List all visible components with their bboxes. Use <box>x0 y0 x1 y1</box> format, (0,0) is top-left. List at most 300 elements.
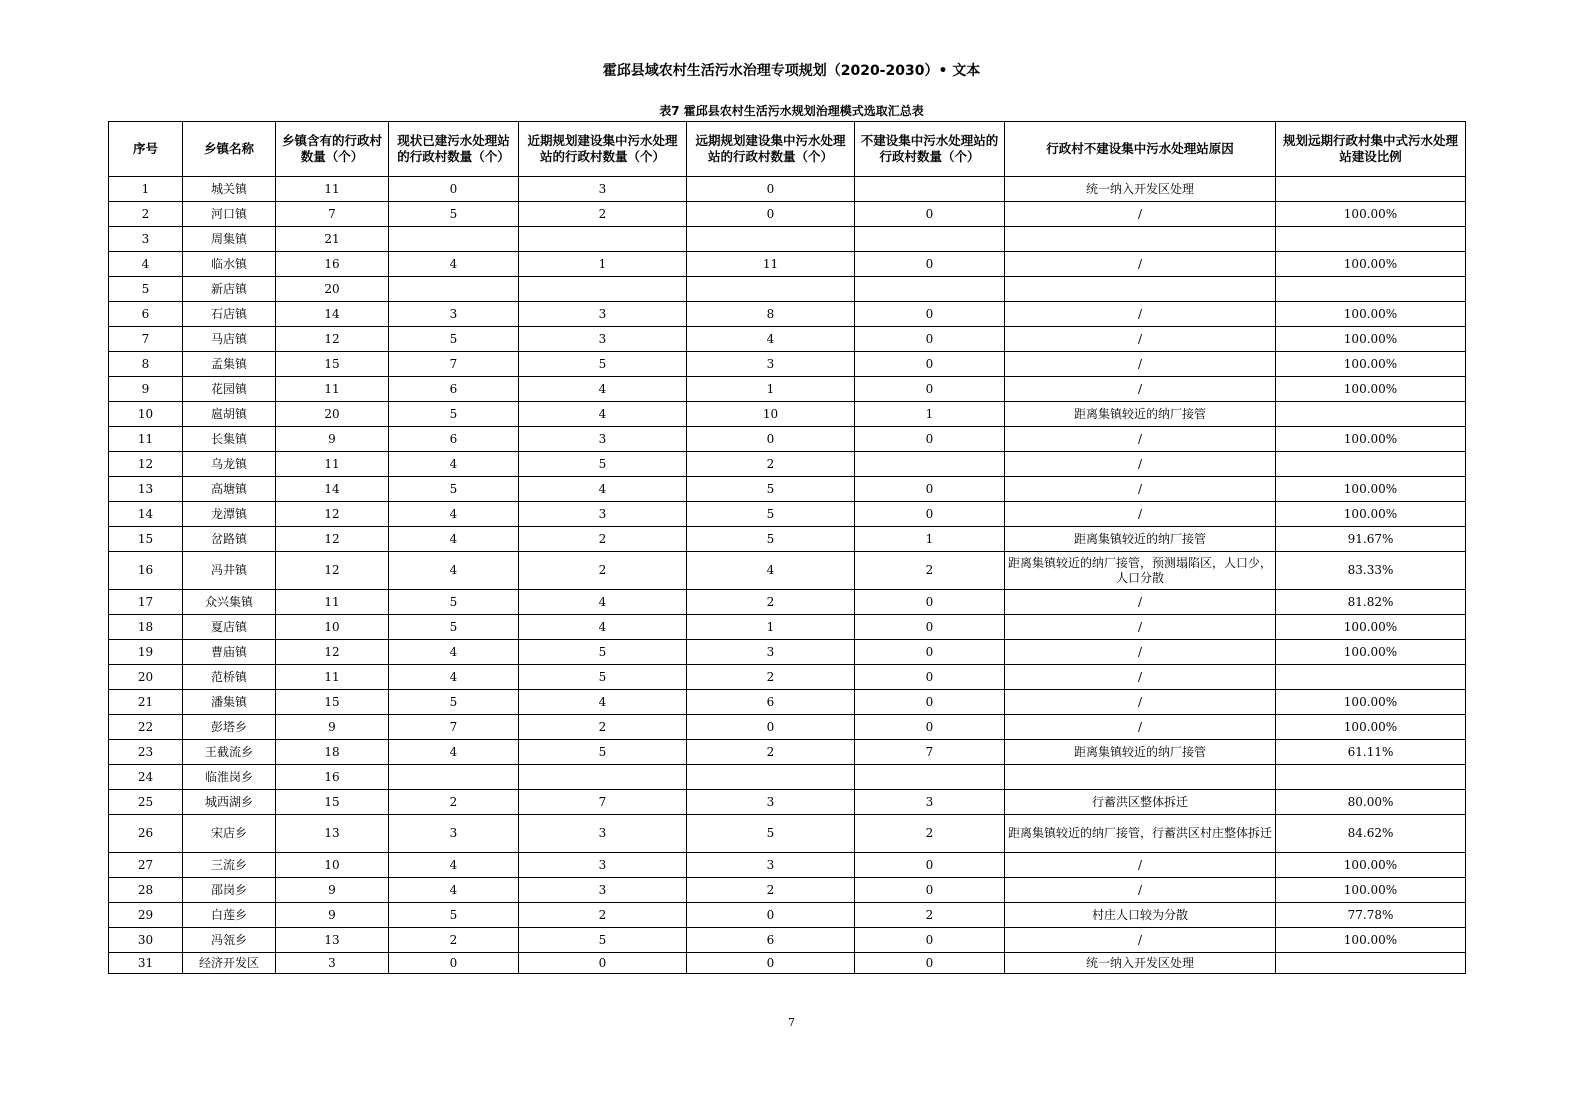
table-cell: / <box>1005 477 1276 502</box>
table-cell: 26 <box>109 815 183 853</box>
table-cell: 3 <box>687 352 855 377</box>
table-cell: 3 <box>276 953 389 974</box>
table-row <box>109 615 1466 640</box>
table-row <box>109 177 1466 202</box>
table-cell: 长集镇 <box>183 427 276 452</box>
table-cell: 4 <box>389 502 519 527</box>
table-cell: 0 <box>855 327 1005 352</box>
table-cell: 3 <box>687 790 855 815</box>
table-cell <box>389 277 519 302</box>
table-cell: 0 <box>855 502 1005 527</box>
column-header: 乡镇含有的行政村数量（个） <box>276 122 389 177</box>
table-cell: 3 <box>519 815 687 853</box>
table-cell: 4 <box>389 640 519 665</box>
table-cell <box>1276 277 1466 302</box>
table-cell: 冯井镇 <box>183 552 276 590</box>
table-cell: 3 <box>519 853 687 878</box>
table-cell: 61.11% <box>1276 740 1466 765</box>
table-caption: 表7 霍邱县农村生活污水规划治理模式选取汇总表 <box>659 104 924 118</box>
table-cell: 4 <box>389 665 519 690</box>
table-header-row <box>109 122 1466 177</box>
table-cell: 0 <box>687 177 855 202</box>
table-cell: 13 <box>109 477 183 502</box>
summary-table <box>108 121 1466 974</box>
table-row <box>109 815 1466 853</box>
table-cell: 3 <box>519 302 687 327</box>
table-row <box>109 277 1466 302</box>
table-cell <box>855 177 1005 202</box>
table-cell: 3 <box>389 815 519 853</box>
table-cell: 1 <box>109 177 183 202</box>
table-cell: 王截流乡 <box>183 740 276 765</box>
table-cell: 2 <box>519 552 687 590</box>
table-cell: 统一纳入开发区处理 <box>1005 953 1276 974</box>
table-cell: 冯瓴乡 <box>183 928 276 953</box>
table-cell: 距离集镇较近的纳厂接管 <box>1005 402 1276 427</box>
table-cell: 7 <box>389 352 519 377</box>
table-cell <box>687 227 855 252</box>
table-cell: 5 <box>519 452 687 477</box>
column-header: 序号 <box>109 122 183 177</box>
table-cell: 7 <box>276 202 389 227</box>
table-cell: 马店镇 <box>183 327 276 352</box>
table-cell: 0 <box>855 665 1005 690</box>
table-row <box>109 302 1466 327</box>
table-cell <box>855 277 1005 302</box>
table-cell: 100.00% <box>1276 427 1466 452</box>
table-cell <box>519 277 687 302</box>
table-row <box>109 502 1466 527</box>
table-cell: 12 <box>276 502 389 527</box>
table-cell: 距离集镇较近的纳厂接管 <box>1005 527 1276 552</box>
table-row <box>109 527 1466 552</box>
column-header: 不建设集中污水处理站的行政村数量（个） <box>855 122 1005 177</box>
table-cell: 4 <box>389 252 519 277</box>
table-cell: 乌龙镇 <box>183 452 276 477</box>
table-cell <box>855 765 1005 790</box>
table-cell: 16 <box>276 252 389 277</box>
table-cell: 91.67% <box>1276 527 1466 552</box>
table-cell: 3 <box>687 853 855 878</box>
table-cell: / <box>1005 853 1276 878</box>
table-cell: 21 <box>276 227 389 252</box>
table-cell: 10 <box>109 402 183 427</box>
table-cell: 80.00% <box>1276 790 1466 815</box>
table-cell: 行蓄洪区整体拆迁 <box>1005 790 1276 815</box>
table-cell: 5 <box>519 640 687 665</box>
table-cell: 0 <box>855 853 1005 878</box>
column-header: 远期规划建设集中污水处理站的行政村数量（个） <box>687 122 855 177</box>
table-cell: 4 <box>687 327 855 352</box>
table-cell: 8 <box>109 352 183 377</box>
table-cell: 临淮岗乡 <box>183 765 276 790</box>
table-cell: 3 <box>519 502 687 527</box>
table-cell: 20 <box>109 665 183 690</box>
table-cell: 14 <box>109 502 183 527</box>
table-cell: 3 <box>519 427 687 452</box>
table-cell: 邵岗乡 <box>183 878 276 903</box>
table-cell: 16 <box>276 765 389 790</box>
table-cell <box>1276 953 1466 974</box>
table-cell: 0 <box>855 640 1005 665</box>
table-cell: 村庄人口较为分散 <box>1005 903 1276 928</box>
table-cell: 众兴集镇 <box>183 590 276 615</box>
table-cell: 4 <box>519 402 687 427</box>
table-cell: 城关镇 <box>183 177 276 202</box>
table-cell: 0 <box>855 590 1005 615</box>
table-cell: 3 <box>519 878 687 903</box>
table-cell: 5 <box>519 352 687 377</box>
table-cell: / <box>1005 352 1276 377</box>
table-cell: 84.62% <box>1276 815 1466 853</box>
table-cell: 100.00% <box>1276 640 1466 665</box>
table-row <box>109 928 1466 953</box>
table-cell: 1 <box>855 402 1005 427</box>
table-cell: 宋店乡 <box>183 815 276 853</box>
table-cell: 白莲乡 <box>183 903 276 928</box>
table-cell: 7 <box>519 790 687 815</box>
table-cell: 11 <box>276 377 389 402</box>
table-cell: 经济开发区 <box>183 953 276 974</box>
table-cell: 7 <box>389 715 519 740</box>
table-cell: 9 <box>276 878 389 903</box>
table-cell: 2 <box>855 815 1005 853</box>
table-row <box>109 853 1466 878</box>
table-cell: 100.00% <box>1276 477 1466 502</box>
table-cell: 16 <box>109 552 183 590</box>
table-cell: 13 <box>276 928 389 953</box>
table-cell: 10 <box>276 615 389 640</box>
table-cell: 3 <box>519 327 687 352</box>
table-cell: 1 <box>855 527 1005 552</box>
table-cell: / <box>1005 640 1276 665</box>
table-cell: 岔路镇 <box>183 527 276 552</box>
table-cell <box>1276 665 1466 690</box>
table-cell: 9 <box>276 715 389 740</box>
table-cell: 100.00% <box>1276 715 1466 740</box>
table-cell: 4 <box>389 552 519 590</box>
table-cell: 0 <box>855 427 1005 452</box>
table-cell: 24 <box>109 765 183 790</box>
table-cell: 2 <box>687 665 855 690</box>
table-cell: 100.00% <box>1276 377 1466 402</box>
table-cell: / <box>1005 502 1276 527</box>
table-row <box>109 878 1466 903</box>
table-cell: 城西湖乡 <box>183 790 276 815</box>
table-cell: 1 <box>519 252 687 277</box>
table-cell: 0 <box>687 953 855 974</box>
table-cell: 0 <box>389 953 519 974</box>
table-cell: 统一纳入开发区处理 <box>1005 177 1276 202</box>
table-row <box>109 477 1466 502</box>
table-cell: 27 <box>109 853 183 878</box>
table-cell: 14 <box>276 477 389 502</box>
table-row <box>109 377 1466 402</box>
table-cell: / <box>1005 928 1276 953</box>
table-cell: / <box>1005 377 1276 402</box>
table-cell: / <box>1005 878 1276 903</box>
table-cell: 21 <box>109 690 183 715</box>
column-header: 现状已建污水处理站的行政村数量（个） <box>389 122 519 177</box>
table-cell: 孟集镇 <box>183 352 276 377</box>
table-body <box>109 177 1466 974</box>
table-cell: 2 <box>687 452 855 477</box>
table-cell <box>1005 765 1276 790</box>
table-cell <box>1276 452 1466 477</box>
table-cell: 10 <box>276 853 389 878</box>
table-cell: 2 <box>855 552 1005 590</box>
table-cell: 100.00% <box>1276 615 1466 640</box>
table-cell: 2 <box>109 202 183 227</box>
table-cell: 5 <box>519 740 687 765</box>
table-cell: 11 <box>276 452 389 477</box>
table-cell: 彭塔乡 <box>183 715 276 740</box>
table-row <box>109 402 1466 427</box>
column-header: 近期规划建设集中污水处理站的行政村数量（个） <box>519 122 687 177</box>
table-cell: 30 <box>109 928 183 953</box>
table-cell: 10 <box>687 402 855 427</box>
table-row <box>109 227 1466 252</box>
table-cell: 100.00% <box>1276 878 1466 903</box>
table-cell: 6 <box>389 377 519 402</box>
table-cell: 6 <box>389 427 519 452</box>
table-cell: 2 <box>687 590 855 615</box>
table-cell: 11 <box>109 427 183 452</box>
table-cell: 0 <box>855 302 1005 327</box>
table-cell: / <box>1005 590 1276 615</box>
table-row <box>109 352 1466 377</box>
table-cell: 潘集镇 <box>183 690 276 715</box>
column-header: 行政村不建设集中污水处理站原因 <box>1005 122 1276 177</box>
table-cell: 3 <box>687 640 855 665</box>
table-cell <box>1276 402 1466 427</box>
table-cell: 31 <box>109 953 183 974</box>
table-row <box>109 427 1466 452</box>
column-header: 规划远期行政村集中式污水处理站建设比例 <box>1276 122 1466 177</box>
table-cell: 9 <box>109 377 183 402</box>
table-cell: 2 <box>519 715 687 740</box>
table-cell: 5 <box>389 690 519 715</box>
table-cell: 4 <box>389 527 519 552</box>
table-cell: 5 <box>389 477 519 502</box>
table-cell: 29 <box>109 903 183 928</box>
table-cell: 1 <box>687 615 855 640</box>
table-cell: 0 <box>855 928 1005 953</box>
table-cell: 5 <box>389 615 519 640</box>
table-cell: / <box>1005 452 1276 477</box>
table-cell: 5 <box>389 590 519 615</box>
table-cell: 9 <box>276 427 389 452</box>
table-cell: 22 <box>109 715 183 740</box>
table-cell: 4 <box>389 878 519 903</box>
table-cell: 扈胡镇 <box>183 402 276 427</box>
table-cell: 2 <box>389 928 519 953</box>
table-cell: 2 <box>855 903 1005 928</box>
table-cell: 12 <box>276 327 389 352</box>
table-cell: 83.33% <box>1276 552 1466 590</box>
table-cell <box>389 227 519 252</box>
table-cell: 6 <box>687 928 855 953</box>
table-cell: 18 <box>109 615 183 640</box>
table-cell: 12 <box>109 452 183 477</box>
table-cell: 0 <box>687 202 855 227</box>
table-cell: 2 <box>519 202 687 227</box>
table-cell: 100.00% <box>1276 327 1466 352</box>
table-cell: 19 <box>109 640 183 665</box>
table-cell: 3 <box>109 227 183 252</box>
table-cell: 夏店镇 <box>183 615 276 640</box>
table-cell: 曹庙镇 <box>183 640 276 665</box>
table-cell: 6 <box>687 690 855 715</box>
table-cell: 23 <box>109 740 183 765</box>
table-cell: 石店镇 <box>183 302 276 327</box>
table-row <box>109 790 1466 815</box>
table-cell: 11 <box>276 590 389 615</box>
table-cell: 4 <box>109 252 183 277</box>
table-cell: 14 <box>276 302 389 327</box>
table-cell: 0 <box>687 427 855 452</box>
table-cell: 0 <box>687 715 855 740</box>
table-cell: 13 <box>276 815 389 853</box>
table-cell: 11 <box>276 665 389 690</box>
table-cell: 龙潭镇 <box>183 502 276 527</box>
table-cell: 20 <box>276 277 389 302</box>
table-cell <box>389 765 519 790</box>
table-cell: 2 <box>519 527 687 552</box>
table-cell <box>519 765 687 790</box>
table-cell: 100.00% <box>1276 302 1466 327</box>
table-cell: 4 <box>519 690 687 715</box>
table-cell <box>519 227 687 252</box>
table-cell: 7 <box>109 327 183 352</box>
table-row <box>109 765 1466 790</box>
table-row <box>109 690 1466 715</box>
table-cell: 4 <box>519 615 687 640</box>
table-cell: 新店镇 <box>183 277 276 302</box>
table-cell: 周集镇 <box>183 227 276 252</box>
table-cell: 100.00% <box>1276 928 1466 953</box>
table-cell: 3 <box>519 177 687 202</box>
table-cell: 1 <box>687 377 855 402</box>
table-cell: / <box>1005 202 1276 227</box>
table-cell: 2 <box>687 878 855 903</box>
table-cell <box>1005 227 1276 252</box>
table-cell: 11 <box>276 177 389 202</box>
table-cell <box>1276 765 1466 790</box>
table-cell: 0 <box>855 690 1005 715</box>
table-cell: 0 <box>855 615 1005 640</box>
table-cell: 100.00% <box>1276 252 1466 277</box>
table-row <box>109 953 1466 974</box>
table-cell: 15 <box>276 790 389 815</box>
table-cell: 7 <box>855 740 1005 765</box>
table-cell <box>1276 177 1466 202</box>
table-cell: 9 <box>276 903 389 928</box>
table-cell: 4 <box>389 452 519 477</box>
table-cell: 0 <box>687 903 855 928</box>
table-cell: 0 <box>855 953 1005 974</box>
table-cell: / <box>1005 327 1276 352</box>
table-cell: 5 <box>687 527 855 552</box>
table-row <box>109 202 1466 227</box>
table-cell: / <box>1005 427 1276 452</box>
table-cell: 2 <box>389 790 519 815</box>
table-cell <box>1276 227 1466 252</box>
table-cell: 12 <box>276 640 389 665</box>
table-cell: 三流乡 <box>183 853 276 878</box>
table-row <box>109 452 1466 477</box>
document-header: 霍邱县域农村生活污水治理专项规划（2020-2030）• 文本 <box>602 63 981 79</box>
table-cell: 0 <box>855 477 1005 502</box>
table-cell: 4 <box>389 853 519 878</box>
table-row <box>109 252 1466 277</box>
table-cell: 15 <box>276 690 389 715</box>
table-cell: 20 <box>276 402 389 427</box>
table-cell: 临水镇 <box>183 252 276 277</box>
table-cell <box>855 452 1005 477</box>
table-cell: 距离集镇较近的纳厂接管 <box>1005 740 1276 765</box>
table-cell <box>687 765 855 790</box>
table-cell: 100.00% <box>1276 853 1466 878</box>
table-cell: 2 <box>687 740 855 765</box>
table-cell: 0 <box>855 878 1005 903</box>
table-cell: 100.00% <box>1276 202 1466 227</box>
table-cell: / <box>1005 615 1276 640</box>
table-cell: 6 <box>109 302 183 327</box>
table-cell: 5 <box>687 502 855 527</box>
table-row <box>109 740 1466 765</box>
table-cell: 15 <box>109 527 183 552</box>
table-row <box>109 665 1466 690</box>
table-cell: 28 <box>109 878 183 903</box>
table-cell: 花园镇 <box>183 377 276 402</box>
table-cell: 5 <box>389 327 519 352</box>
table-cell: / <box>1005 252 1276 277</box>
table-cell <box>855 227 1005 252</box>
table-cell: 11 <box>687 252 855 277</box>
table-cell: 4 <box>519 477 687 502</box>
table-cell: 3 <box>389 302 519 327</box>
table-cell <box>1005 277 1276 302</box>
table-cell: 范桥镇 <box>183 665 276 690</box>
table-cell: 高塘镇 <box>183 477 276 502</box>
table-cell: 100.00% <box>1276 690 1466 715</box>
table-cell: 5 <box>109 277 183 302</box>
table-cell: 2 <box>519 903 687 928</box>
table-cell: / <box>1005 715 1276 740</box>
table-cell: 5 <box>389 202 519 227</box>
table-cell: / <box>1005 302 1276 327</box>
table-cell: 5 <box>389 402 519 427</box>
table-cell: 100.00% <box>1276 502 1466 527</box>
table-cell: 0 <box>855 377 1005 402</box>
page-number: 7 <box>788 1016 795 1029</box>
table-cell: 5 <box>519 665 687 690</box>
table-row <box>109 590 1466 615</box>
table-cell: 4 <box>687 552 855 590</box>
table-cell: 12 <box>276 527 389 552</box>
table-row <box>109 903 1466 928</box>
table-cell: 4 <box>519 590 687 615</box>
table-cell: / <box>1005 690 1276 715</box>
table-cell: 8 <box>687 302 855 327</box>
table-cell: 0 <box>389 177 519 202</box>
table-cell: 77.78% <box>1276 903 1466 928</box>
table-cell: 距离集镇较近的纳厂接管，行蓄洪区村庄整体拆迁 <box>1005 815 1276 853</box>
table-cell: 0 <box>855 715 1005 740</box>
table-cell: 0 <box>519 953 687 974</box>
table-cell: 河口镇 <box>183 202 276 227</box>
